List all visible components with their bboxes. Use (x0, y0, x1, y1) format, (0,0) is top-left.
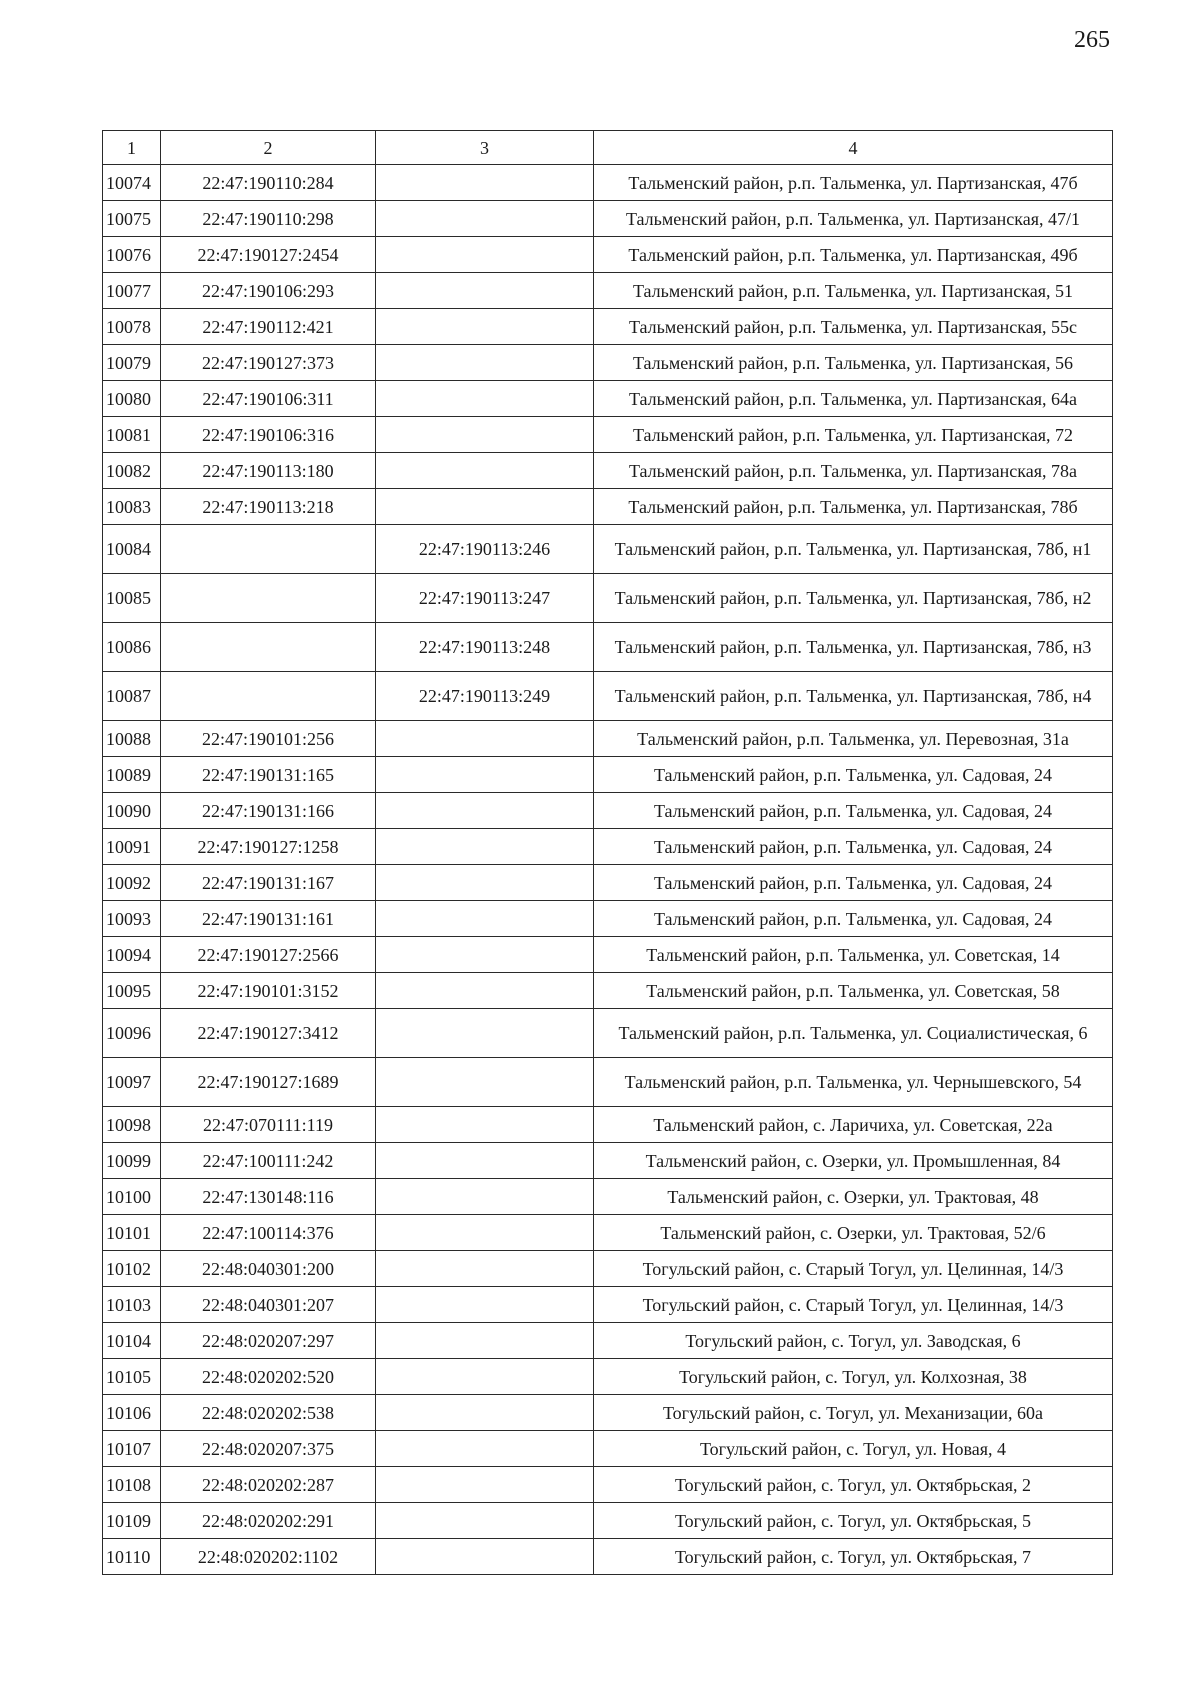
registry-table (102, 130, 1113, 1575)
table-row (103, 574, 1113, 623)
table-row (103, 793, 1113, 829)
cadastral-number-alt-cell (376, 1143, 594, 1179)
row-number-cell: 10085 (103, 574, 161, 623)
table-row (103, 865, 1113, 901)
table-row (103, 273, 1113, 309)
address-cell: Тогульский район, с. Тогул, ул. Октябрьская, 5 (594, 1503, 1113, 1539)
cadastral-number-alt-cell (376, 237, 594, 273)
cadastral-number-cell: 22:47:100114:376 (161, 1215, 376, 1251)
cadastral-number-cell: 22:48:020202:287 (161, 1467, 376, 1503)
row-number-cell: 10083 (103, 489, 161, 525)
address-cell: Тогульский район, с. Тогул, ул. Колхозная, 38 (594, 1359, 1113, 1395)
address-cell: Тальменский район, р.п. Тальменка, ул. Социалистическая, 6 (594, 1009, 1113, 1058)
table-row (103, 1359, 1113, 1395)
row-number-cell: 10107 (103, 1431, 161, 1467)
address-cell: Тогульский район, с. Тогул, ул. Механизации, 60а (594, 1395, 1113, 1431)
cadastral-number-cell: 22:47:190112:421 (161, 309, 376, 345)
row-number-cell: 10089 (103, 757, 161, 793)
address-cell: Тальменский район, р.п. Тальменка, ул. Садовая, 24 (594, 793, 1113, 829)
cadastral-number-cell: 22:47:190106:311 (161, 381, 376, 417)
table-row (103, 1503, 1113, 1539)
cadastral-number-cell: 22:47:100111:242 (161, 1143, 376, 1179)
address-cell: Тальменский район, р.п. Тальменка, ул. Партизанская, 47/1 (594, 201, 1113, 237)
address-cell: Тальменский район, р.п. Тальменка, ул. Садовая, 24 (594, 757, 1113, 793)
cadastral-number-alt-cell (376, 417, 594, 453)
table-row (103, 829, 1113, 865)
row-number-cell: 10082 (103, 453, 161, 489)
row-number-cell: 10103 (103, 1287, 161, 1323)
table-row (103, 1009, 1113, 1058)
cadastral-number-alt-cell (376, 1467, 594, 1503)
cadastral-number-cell: 22:47:190131:165 (161, 757, 376, 793)
table-row (103, 721, 1113, 757)
row-number-cell: 10088 (103, 721, 161, 757)
table-row (103, 525, 1113, 574)
cadastral-number-alt-cell (376, 1058, 594, 1107)
address-cell: Тальменский район, с. Ларичиха, ул. Советская, 22а (594, 1107, 1113, 1143)
cadastral-number-cell: 22:47:190127:3412 (161, 1009, 376, 1058)
cadastral-number-alt-cell (376, 381, 594, 417)
cadastral-number-alt-cell (376, 1107, 594, 1143)
address-cell: Тальменский район, р.п. Тальменка, ул. Советская, 58 (594, 973, 1113, 1009)
row-number-cell: 10081 (103, 417, 161, 453)
row-number-cell: 10094 (103, 937, 161, 973)
column-header-4: 4 (594, 131, 1113, 165)
cadastral-number-alt-cell (376, 489, 594, 525)
address-cell: Тальменский район, р.п. Тальменка, ул. Партизанская, 78б, н2 (594, 574, 1113, 623)
row-number-cell: 10096 (103, 1009, 161, 1058)
table-row (103, 309, 1113, 345)
address-cell: Тальменский район, р.п. Тальменка, ул. Чернышевского, 54 (594, 1058, 1113, 1107)
cadastral-number-alt-cell (376, 937, 594, 973)
cadastral-number-cell: 22:47:190101:3152 (161, 973, 376, 1009)
address-cell: Тальменский район, р.п. Тальменка, ул. Партизанская, 51 (594, 273, 1113, 309)
cadastral-number-cell: 22:47:190101:256 (161, 721, 376, 757)
cadastral-number-alt-cell (376, 757, 594, 793)
cadastral-number-cell: 22:48:020202:291 (161, 1503, 376, 1539)
row-number-cell: 10108 (103, 1467, 161, 1503)
address-cell: Тальменский район, с. Озерки, ул. Трактовая, 48 (594, 1179, 1113, 1215)
cadastral-number-alt-cell (376, 165, 594, 201)
cadastral-number-alt-cell (376, 793, 594, 829)
address-cell: Тальменский район, р.п. Тальменка, ул. Партизанская, 55с (594, 309, 1113, 345)
table-row (103, 1395, 1113, 1431)
table-row (103, 1058, 1113, 1107)
cadastral-number-alt-cell (376, 309, 594, 345)
cadastral-number-alt-cell (376, 1323, 594, 1359)
cadastral-number-alt-cell (376, 721, 594, 757)
address-cell: Тальменский район, р.п. Тальменка, ул. Партизанская, 78б (594, 489, 1113, 525)
cadastral-number-cell (161, 574, 376, 623)
table-row (103, 937, 1113, 973)
address-cell: Тальменский район, р.п. Тальменка, ул. Партизанская, 72 (594, 417, 1113, 453)
cadastral-number-cell: 22:48:020207:297 (161, 1323, 376, 1359)
address-cell: Тальменский район, р.п. Тальменка, ул. Садовая, 24 (594, 865, 1113, 901)
cadastral-number-cell: 22:47:190131:161 (161, 901, 376, 937)
cadastral-number-cell: 22:48:040301:207 (161, 1287, 376, 1323)
row-number-cell: 10093 (103, 901, 161, 937)
cadastral-number-alt-cell (376, 345, 594, 381)
table-row (103, 1179, 1113, 1215)
table-row (103, 417, 1113, 453)
cadastral-number-alt-cell (376, 1009, 594, 1058)
cadastral-number-alt-cell (376, 1431, 594, 1467)
cadastral-number-cell: 22:47:190106:316 (161, 417, 376, 453)
row-number-cell: 10077 (103, 273, 161, 309)
row-number-cell: 10102 (103, 1251, 161, 1287)
row-number-cell: 10084 (103, 525, 161, 574)
table-row (103, 237, 1113, 273)
cadastral-number-alt-cell (376, 901, 594, 937)
row-number-cell: 10099 (103, 1143, 161, 1179)
cadastral-number-cell: 22:47:190131:167 (161, 865, 376, 901)
row-number-cell: 10074 (103, 165, 161, 201)
cadastral-number-alt-cell (376, 1539, 594, 1575)
cadastral-number-alt-cell: 22:47:190113:247 (376, 574, 594, 623)
table-row (103, 623, 1113, 672)
row-number-cell: 10075 (103, 201, 161, 237)
address-cell: Тогульский район, с. Тогул, ул. Новая, 4 (594, 1431, 1113, 1467)
row-number-cell: 10092 (103, 865, 161, 901)
table-row (103, 1467, 1113, 1503)
address-cell: Тогульский район, с. Старый Тогул, ул. Целинная, 14/3 (594, 1251, 1113, 1287)
table-row (103, 1431, 1113, 1467)
table-row (103, 345, 1113, 381)
row-number-cell: 10079 (103, 345, 161, 381)
address-cell: Тогульский район, с. Тогул, ул. Заводская, 6 (594, 1323, 1113, 1359)
row-number-cell: 10104 (103, 1323, 161, 1359)
table-row (103, 973, 1113, 1009)
address-cell: Тальменский район, р.п. Тальменка, ул. Партизанская, 64а (594, 381, 1113, 417)
cadastral-number-alt-cell (376, 1251, 594, 1287)
table-row (103, 1287, 1113, 1323)
address-cell: Тальменский район, р.п. Тальменка, ул. Садовая, 24 (594, 901, 1113, 937)
row-number-cell: 10095 (103, 973, 161, 1009)
address-cell: Тальменский район, р.п. Тальменка, ул. Перевозная, 31а (594, 721, 1113, 757)
address-cell: Тальменский район, р.п. Тальменка, ул. Партизанская, 56 (594, 345, 1113, 381)
address-cell: Тальменский район, с. Озерки, ул. Промышленная, 84 (594, 1143, 1113, 1179)
row-number-cell: 10100 (103, 1179, 161, 1215)
cadastral-number-cell: 22:47:190131:166 (161, 793, 376, 829)
column-header-1: 1 (103, 131, 161, 165)
cadastral-number-alt-cell (376, 201, 594, 237)
table-row (103, 165, 1113, 201)
column-header-2: 2 (161, 131, 376, 165)
address-cell: Тальменский район, р.п. Тальменка, ул. Партизанская, 49б (594, 237, 1113, 273)
address-cell: Тальменский район, р.п. Тальменка, ул. Партизанская, 47б (594, 165, 1113, 201)
cadastral-number-alt-cell (376, 1215, 594, 1251)
cadastral-number-cell (161, 672, 376, 721)
table-row (103, 201, 1113, 237)
row-number-cell: 10091 (103, 829, 161, 865)
cadastral-number-cell: 22:47:190127:1689 (161, 1058, 376, 1107)
address-cell: Тальменский район, р.п. Тальменка, ул. Партизанская, 78а (594, 453, 1113, 489)
table-row (103, 901, 1113, 937)
row-number-cell: 10078 (103, 309, 161, 345)
cadastral-number-alt-cell: 22:47:190113:249 (376, 672, 594, 721)
table-header-row (103, 131, 1113, 165)
cadastral-number-cell: 22:48:020202:538 (161, 1395, 376, 1431)
cadastral-number-alt-cell (376, 1359, 594, 1395)
cadastral-number-cell: 22:47:190127:2566 (161, 937, 376, 973)
address-cell: Тальменский район, р.п. Тальменка, ул. Садовая, 24 (594, 829, 1113, 865)
cadastral-number-cell: 22:48:020202:1102 (161, 1539, 376, 1575)
row-number-cell: 10105 (103, 1359, 161, 1395)
cadastral-number-cell: 22:47:070111:119 (161, 1107, 376, 1143)
column-header-3: 3 (376, 131, 594, 165)
row-number-cell: 10098 (103, 1107, 161, 1143)
row-number-cell: 10101 (103, 1215, 161, 1251)
table-row (103, 1323, 1113, 1359)
table-row (103, 672, 1113, 721)
address-cell: Тогульский район, с. Старый Тогул, ул. Целинная, 14/3 (594, 1287, 1113, 1323)
row-number-cell: 10087 (103, 672, 161, 721)
table-row (103, 489, 1113, 525)
cadastral-number-cell: 22:47:190110:284 (161, 165, 376, 201)
cadastral-number-cell (161, 623, 376, 672)
cadastral-number-cell: 22:47:130148:116 (161, 1179, 376, 1215)
row-number-cell: 10080 (103, 381, 161, 417)
cadastral-number-alt-cell (376, 973, 594, 1009)
cadastral-number-cell: 22:48:020202:520 (161, 1359, 376, 1395)
cadastral-number-cell: 22:47:190127:373 (161, 345, 376, 381)
row-number-cell: 10076 (103, 237, 161, 273)
row-number-cell: 10097 (103, 1058, 161, 1107)
address-cell: Тогульский район, с. Тогул, ул. Октябрьская, 7 (594, 1539, 1113, 1575)
cadastral-number-alt-cell (376, 453, 594, 489)
row-number-cell: 10109 (103, 1503, 161, 1539)
cadastral-number-cell: 22:47:190113:218 (161, 489, 376, 525)
table-row (103, 1539, 1113, 1575)
address-cell: Тальменский район, р.п. Тальменка, ул. Партизанская, 78б, н4 (594, 672, 1113, 721)
address-cell: Тальменский район, р.п. Тальменка, ул. Партизанская, 78б, н1 (594, 525, 1113, 574)
table-row (103, 1143, 1113, 1179)
table-row (103, 1251, 1113, 1287)
cadastral-number-cell: 22:47:190113:180 (161, 453, 376, 489)
cadastral-number-cell: 22:47:190127:2454 (161, 237, 376, 273)
address-cell: Тальменский район, с. Озерки, ул. Трактовая, 52/6 (594, 1215, 1113, 1251)
cadastral-number-alt-cell (376, 273, 594, 309)
cadastral-number-cell: 22:48:020207:375 (161, 1431, 376, 1467)
table-row (103, 381, 1113, 417)
cadastral-number-alt-cell (376, 1179, 594, 1215)
cadastral-number-alt-cell: 22:47:190113:246 (376, 525, 594, 574)
table-row (103, 453, 1113, 489)
page-number: 265 (1074, 27, 1110, 53)
address-cell: Тальменский район, р.п. Тальменка, ул. Партизанская, 78б, н3 (594, 623, 1113, 672)
cadastral-number-alt-cell (376, 1395, 594, 1431)
row-number-cell: 10106 (103, 1395, 161, 1431)
table-row (103, 1215, 1113, 1251)
cadastral-number-alt-cell: 22:47:190113:248 (376, 623, 594, 672)
table-row (103, 757, 1113, 793)
row-number-cell: 10090 (103, 793, 161, 829)
table-row (103, 1107, 1113, 1143)
cadastral-number-alt-cell (376, 1503, 594, 1539)
row-number-cell: 10110 (103, 1539, 161, 1575)
cadastral-number-cell: 22:47:190110:298 (161, 201, 376, 237)
cadastral-number-alt-cell (376, 829, 594, 865)
cadastral-number-alt-cell (376, 1287, 594, 1323)
address-cell: Тальменский район, р.п. Тальменка, ул. Советская, 14 (594, 937, 1113, 973)
table-body (103, 165, 1113, 1575)
row-number-cell: 10086 (103, 623, 161, 672)
cadastral-number-cell: 22:48:040301:200 (161, 1251, 376, 1287)
address-cell: Тогульский район, с. Тогул, ул. Октябрьская, 2 (594, 1467, 1113, 1503)
cadastral-number-cell (161, 525, 376, 574)
cadastral-number-cell: 22:47:190106:293 (161, 273, 376, 309)
cadastral-number-cell: 22:47:190127:1258 (161, 829, 376, 865)
cadastral-number-alt-cell (376, 865, 594, 901)
